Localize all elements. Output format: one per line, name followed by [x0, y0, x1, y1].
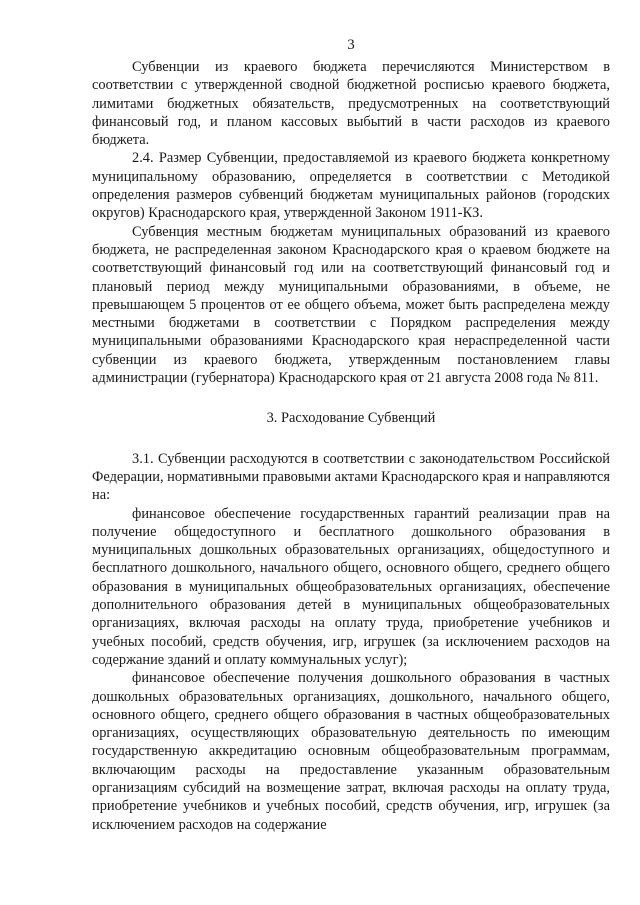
paragraph-undistributed-subvention: Субвенция местным бюджетам муниципальных образований из краевого бюджета, не распределенная законом Краснодарского края о краевом бюджете на соответствующий финансовый год или на соответствующий финансовый год и плановый период между муниципальными образованиями, в объеме, не превышающем 5 процентов от ее общего объема, может быть распределена между местными бюджетами в соответствии с Порядком распределения между муниципальными образованиями Краснодарского края нераспределенной части субвенции из краевого бюджета, утвержденным постановлением главы администрации (губернатора) Краснодарского края от 21 августа 2008 года № 811.	[92, 223, 610, 387]
document-page	[92, 36, 610, 834]
section-title: 3. Расходование Субвенций	[266, 410, 436, 427]
paragraph-private-education-funding: финансовое обеспечение получения дошкольного образования в частных дошкольных образовательных организациях, дошкольного, начального общего, основного общего, среднего общего образования в частных общеобразовательных организациях, осуществляющих образовательную деятельность по имеющим государственную аккредитацию основным общеобразовательным программам, включающим расходы на предоставление указанным образовательным организациям субсидий на возмещение затрат, включая расходы на оплату труда, приобретение учебников и учебных пособий, средств обучения, игр, игрушек (за исключением расходов на содержание	[92, 670, 610, 833]
paragraph-subvention-transfer: Субвенции из краевого бюджета перечисляются Министерством в соответствии с утвержденной сводной бюджетной росписью краевого бюджета, лимитами бюджетных обязательств, предусмотренных на соответствующий финансовый год, и планом кассовых выбытий в части расходов из краевого бюджета.	[92, 59, 610, 149]
paragraph-municipal-education-funding: финансовое обеспечение государственных гарантий реализации прав на получение общедоступного и бесплатного дошкольного образования в муниципальных дошкольных образовательных организациях, общедоступного и бесплатного дошкольного, начального общего, основного общего, среднего общего образования в муниципальных общеобразовательных организациях, обеспечение дополнительного образования детей в муниципальных общеобразовательных организациях, включая расходы на оплату труда, приобретение учебников и учебных пособий, средств обучения, игр, игрушек (за исключением расходов на содержание зданий и оплату коммунальных услуг);	[92, 505, 610, 668]
paragraph-3-1-spending: 3.1. Субвенции расходуются в соответствии с законодательством Российской Федерации, нормативными правовыми актами Краснодарского края и направляются на:	[92, 450, 610, 504]
page-number: 3	[347, 37, 355, 53]
paragraph-2-4-subvention-size: 2.4. Размер Субвенции, предоставляемой из краевого бюджета конкретному муниципальному образованию, определяется в соответствии с Методикой определения размеров субвенций бюджетам муниципальных районов (городских округов) Краснодарского края, утвержденной Законом 1911-КЗ.	[92, 150, 610, 222]
